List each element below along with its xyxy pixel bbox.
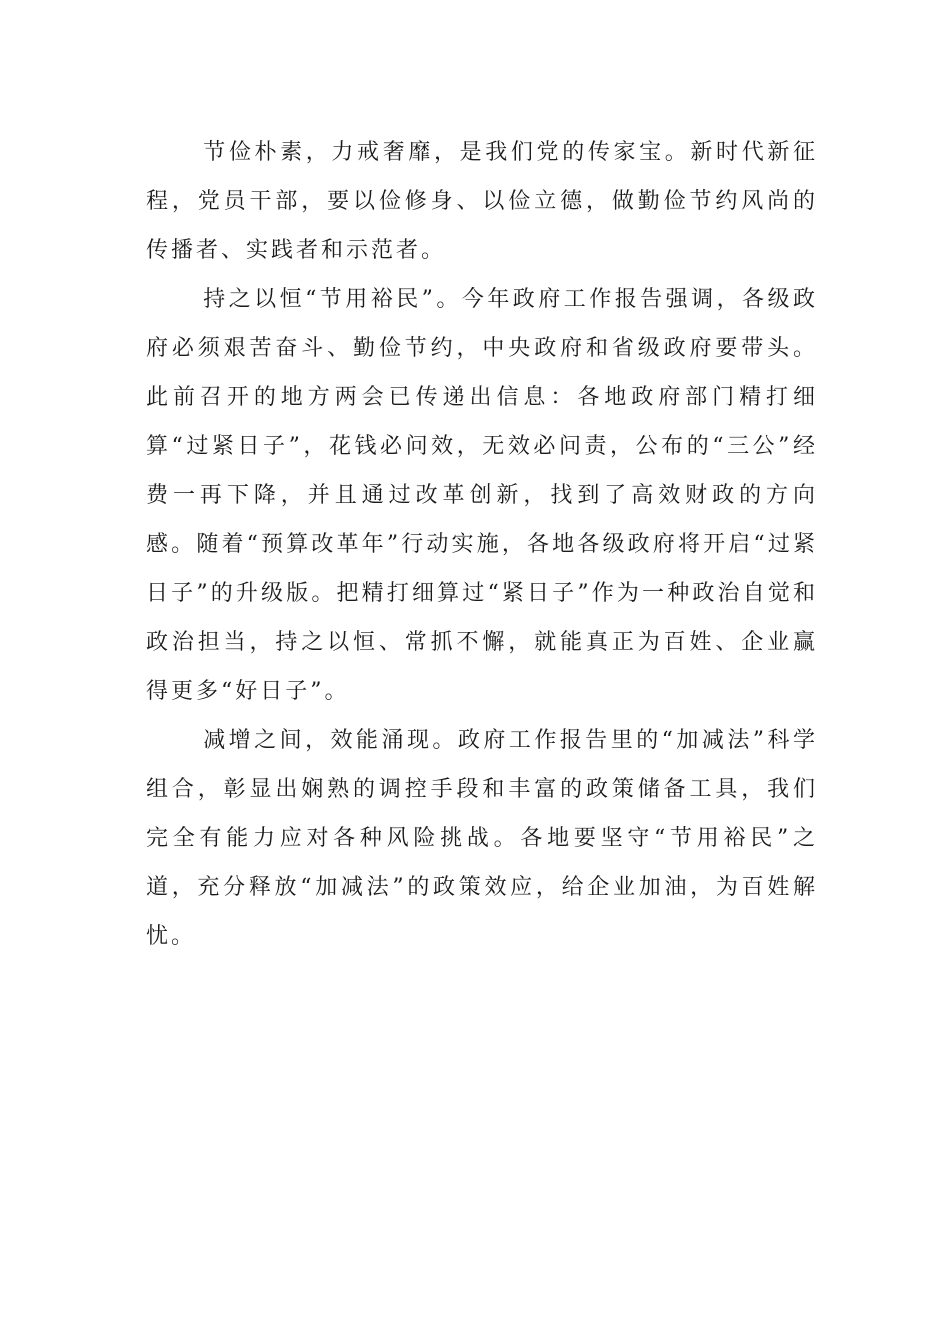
paragraph-2: 持之以恒“节用裕民”。今年政府工作报告强调，各级政府必须艰苦奋斗、勤俭节约，中央政府和省级政府要带头。此前召开的地方两会已传递出信息：各地政府部门精打细算“过紧日子”，花钱必问效，无效必问责，公布的“三公”经费一再下降，并且通过改革创新，找到了高效财政的方向感。随着“预算改革年”行动实施，各地各级政府将开启“过紧日子”的升级版。把精打细算过“紧日子”作为一种政治自觉和政治担当，持之以恒、常抓不懈，就能真正为百姓、企业赢得更多“好日子”。 xyxy=(146,287,818,704)
paragraph-3: 减增之间，效能涌现。政府工作报告里的“加减法”科学组合，彰显出娴熟的调控手段和丰富的政策储备工具，我们完全有能力应对各种风险挑战。各地要坚守“节用裕民”之道，充分释放“加减法”的政策效应，给企业加油，为百姓解忧。 xyxy=(146,728,818,949)
document-body xyxy=(146,128,818,961)
paragraph-1: 节俭朴素，力戒奢靡，是我们党的传家宝。新时代新征程，党员干部，要以俭修身、以俭立德，做勤俭节约风尚的传播者、实践者和示范者。 xyxy=(146,140,818,263)
